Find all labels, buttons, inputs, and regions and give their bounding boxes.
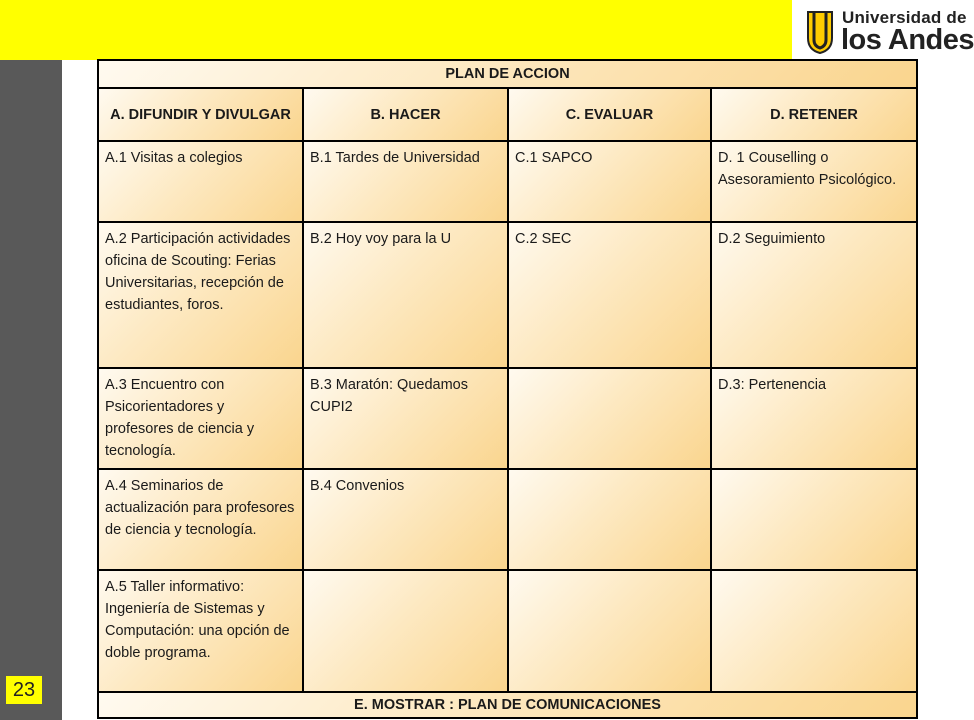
table-cell: A.5 Taller informativo: Ingeniería de Sistemas y Computación: una opción de doble programa. xyxy=(98,570,303,691)
table-cell: C.1 SAPCO xyxy=(508,141,711,222)
table-cell: C.2 SEC xyxy=(508,222,711,368)
logo-text-line1: Universidad de xyxy=(842,8,967,27)
table-footer: E. MOSTRAR : PLAN DE COMUNICACIONES xyxy=(98,692,917,718)
table-cell xyxy=(508,368,711,469)
table-cell xyxy=(508,570,711,691)
table-cell xyxy=(711,570,917,691)
slide-number: 23 xyxy=(6,676,42,704)
side-bar xyxy=(0,60,62,720)
column-header-hacer: B. HACER xyxy=(303,88,508,141)
logo-text-line2: los Andes xyxy=(841,24,974,56)
table-row xyxy=(98,570,917,691)
table-cell: B.2 Hoy voy para la U xyxy=(303,222,508,368)
table-title: PLAN DE ACCION xyxy=(98,60,917,88)
table-row xyxy=(98,469,917,570)
table-cell: D. 1 Couselling o Asesoramiento Psicológico. xyxy=(711,141,917,222)
table-row xyxy=(98,368,917,469)
column-header-difundir: A. DIFUNDIR Y DIVULGAR xyxy=(98,88,303,141)
table-cell: B.1 Tardes de Universidad xyxy=(303,141,508,222)
column-header-evaluar: C. EVALUAR xyxy=(508,88,711,141)
table-cell: A.2 Participación actividades oficina de Scouting: Ferias Universitarias, recepción de estudiantes, foros. xyxy=(98,222,303,368)
table-cell: B.4 Convenios xyxy=(303,469,508,570)
table-cell: D.2 Seguimiento xyxy=(711,222,917,368)
column-header-retener: D. RETENER xyxy=(711,88,917,141)
table-cell xyxy=(508,469,711,570)
table-cell: A.1 Visitas a colegios xyxy=(98,141,303,222)
table-cell: B.3 Maratón: Quedamos CUPI2 xyxy=(303,368,508,469)
table-cell xyxy=(711,469,917,570)
table-cell: A.4 Seminarios de actualización para profesores de ciencia y tecnología. xyxy=(98,469,303,570)
university-shield-icon xyxy=(806,10,834,54)
action-plan-table xyxy=(97,59,918,719)
table-cell xyxy=(303,570,508,691)
table-row xyxy=(98,141,917,222)
table-cell: A.3 Encuentro con Psicorientadores y profesores de ciencia y tecnología. xyxy=(98,368,303,469)
table-cell: D.3: Pertenencia xyxy=(711,368,917,469)
table-row xyxy=(98,222,917,368)
